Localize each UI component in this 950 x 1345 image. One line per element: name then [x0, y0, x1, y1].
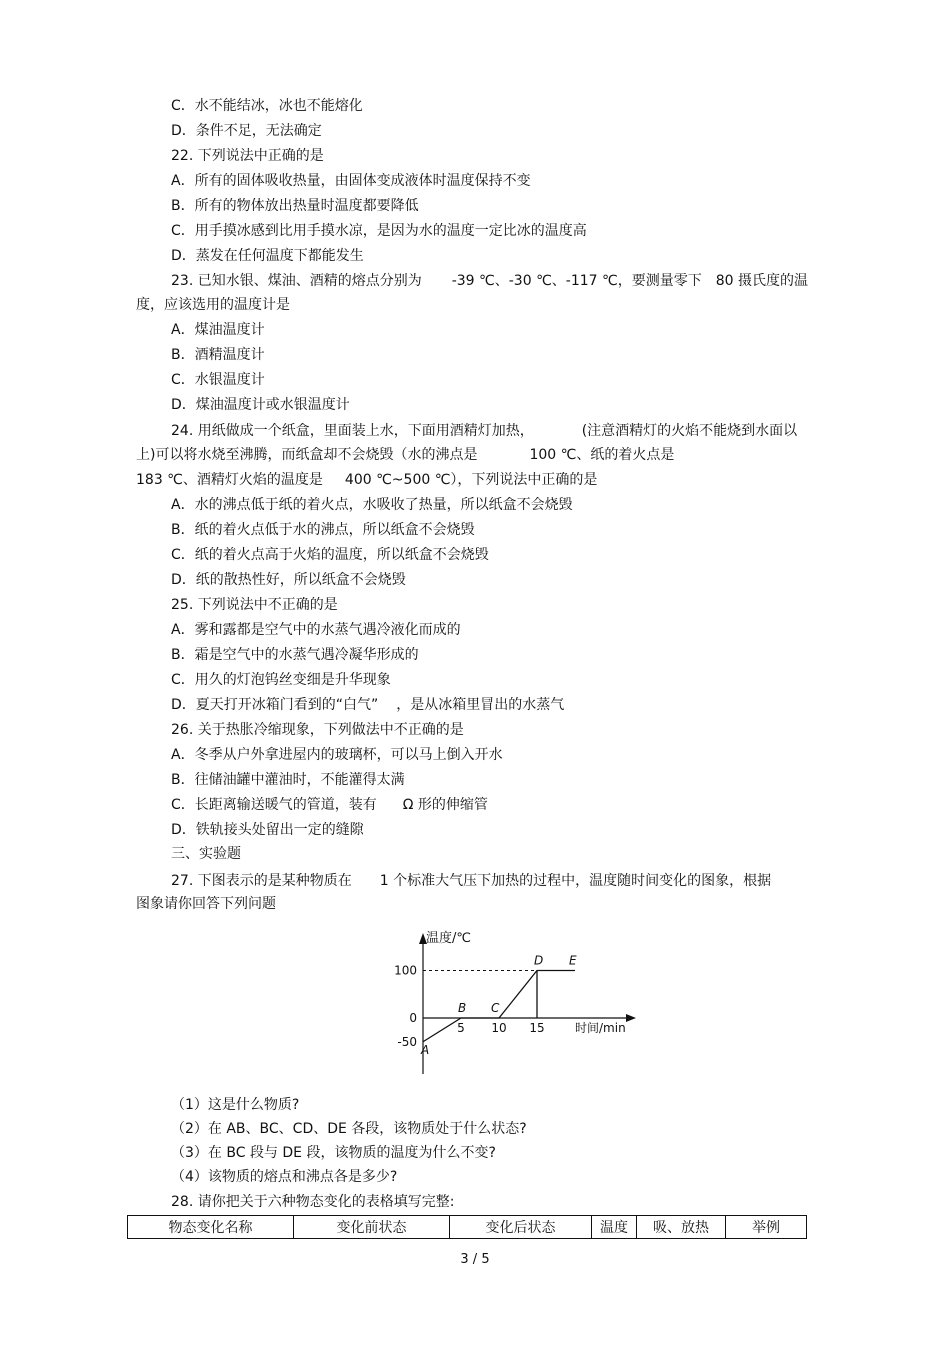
- point-label-d: D: [534, 953, 544, 968]
- q23-option-d: D．煤油温度计或水银温度计: [171, 397, 350, 413]
- q22-option-c: C．用手摸冰感到比用手摸水凉，是因为水的温度一定比冰的温度高: [171, 223, 587, 239]
- q23-stem-part1: 23. 已知水银、煤油、酒精的熔点分别为: [171, 273, 422, 289]
- q25-stem: 25. 下列说法中不正确的是: [171, 597, 338, 613]
- q27-stem-line1: [171, 872, 771, 890]
- q23-option-c: C．水银温度计: [171, 372, 265, 388]
- q24-stem-part1: 24. 用纸做成一个纸盒，里面装上水，下面用酒精灯加热，: [171, 423, 534, 439]
- x-tick-label: 5: [457, 1021, 465, 1035]
- q23-stem-part3: 80 摄氏度的温: [715, 273, 809, 289]
- q27-stem-line2: 图象请你回答下列问题: [136, 896, 276, 912]
- y-tick-label: -50: [397, 1034, 417, 1049]
- q25-option-a: A．雾和露都是空气中的水蒸气遇冷液化而成的: [171, 622, 461, 638]
- table-header-row: [128, 1216, 807, 1239]
- x-axis-arrow: [626, 1014, 636, 1022]
- point-label-b: B: [458, 1001, 467, 1015]
- q26-option-b: B．往储油罐中灌油时，不能灌得太满: [171, 772, 405, 788]
- x-axis-label: 时间/min: [575, 1021, 626, 1035]
- q25-option-d-part2: ，是从冰箱里冒出的水蒸气: [396, 697, 565, 713]
- y-tick-label: 100: [394, 963, 417, 978]
- page-number: 3 / 5: [460, 1252, 490, 1267]
- q26-option-a: A．冬季从户外拿进屋内的玻璃杯，可以马上倒入开水: [171, 747, 503, 763]
- q24-stem-line3: [136, 471, 597, 489]
- temperature-time-chart: [390, 928, 640, 1078]
- point-label-e: E: [569, 953, 577, 968]
- table-header-cell: 物态变化名称: [128, 1216, 294, 1239]
- q21-option-d: D．条件不足，无法确定: [171, 123, 322, 139]
- q26-option-d: D．铁轨接头处留出一定的缝隙: [171, 822, 364, 838]
- q23-stem-line2: 度，应该选用的温度计是: [136, 297, 290, 313]
- q27-stem-part1: 27. 下图表示的是某种物质在: [171, 873, 352, 889]
- q27-sub1: （1）这是什么物质?: [171, 1097, 300, 1113]
- q25-option-b: B．霜是空气中的水蒸气遇冷凝华形成的: [171, 647, 419, 663]
- q25-option-c: C．用久的灯泡钨丝变细是升华现象: [171, 672, 391, 688]
- q28-stem: 28. 请你把关于六种物态变化的表格填写完整:: [171, 1194, 455, 1210]
- q24-stem-line2: [136, 446, 674, 464]
- q22-option-a: A．所有的固体吸收热量，由固体变成液体时温度保持不变: [171, 173, 531, 189]
- chart-axes: [394, 930, 636, 1074]
- q24-stem-part2: (注意酒精灯的火焰不能烧到水面以: [581, 423, 798, 439]
- q26-option-c-part1: C．长距离输送暖气的管道，装有: [171, 797, 377, 813]
- q24-option-a: A．水的沸点低于纸的着火点，水吸收了热量，所以纸盒不会烧毁: [171, 497, 573, 513]
- point-label-c: C: [491, 1001, 500, 1015]
- q24-option-d: D．纸的散热性好，所以纸盒不会烧毁: [171, 572, 406, 588]
- y-tick-label: 0: [409, 1011, 417, 1025]
- q22-stem: 22. 下列说法中正确的是: [171, 148, 324, 164]
- q24-stem-part4: 100 ℃、纸的着火点是: [529, 447, 675, 463]
- table-header-cell: 变化后状态: [450, 1216, 592, 1239]
- q22-option-b: B．所有的物体放出热量时温度都要降低: [171, 198, 419, 214]
- x-tick-label: 15: [529, 1021, 545, 1035]
- q24-option-b: B．纸的着火点低于水的沸点，所以纸盒不会烧毁: [171, 522, 475, 538]
- table-header-cell: 举例: [726, 1216, 807, 1239]
- q27-sub2: （2）在 AB、BC、CD、DE 各段，该物质处于什么状态?: [171, 1121, 527, 1137]
- table-header-cell: 温度: [592, 1216, 637, 1239]
- q25-option-d: [171, 696, 564, 714]
- table-header-cell: 吸、放热: [637, 1216, 726, 1239]
- x-tick-label: 10: [491, 1021, 507, 1035]
- table-header-cell: 变化前状态: [294, 1216, 450, 1239]
- point-label-a: A: [421, 1042, 430, 1057]
- q24-stem-part6: 400 ℃~500 ℃），下列说法中正确的是: [344, 472, 598, 488]
- q23-option-a: A．煤油温度计: [171, 322, 265, 338]
- chart-marks: [420, 954, 577, 1057]
- section-heading: 三、实验题: [171, 846, 241, 862]
- q26-stem: 26. 关于热胀冷缩现象，下列做法中不正确的是: [171, 722, 464, 738]
- q24-option-c: C．纸的着火点高于火焰的温度，所以纸盒不会烧毁: [171, 547, 489, 563]
- q26-option-c: [171, 796, 488, 814]
- q26-option-c-part2: Ω 形的伸缩管: [402, 797, 488, 813]
- q21-option-c: C．水不能结冰，冰也不能熔化: [171, 98, 363, 114]
- q23-stem-part2: -39 ℃、-30 ℃、-117 ℃，要测量零下: [451, 273, 702, 289]
- state-change-table: [127, 1215, 807, 1239]
- q24-stem-part3: 上)可以将水烧至沸腾，而纸盒却不会烧毁（水的沸点是: [136, 447, 478, 463]
- q27-sub4: （4）该物质的熔点和沸点各是多少?: [171, 1169, 398, 1185]
- y-axis-label: 温度/℃: [426, 931, 471, 946]
- q22-option-d: D．蒸发在任何温度下都能发生: [171, 248, 364, 264]
- q24-stem-line1: [171, 422, 797, 440]
- q25-option-d-part1: D．夏天打开冰箱门看到的“白气”: [171, 697, 379, 713]
- q24-stem-part5: 183 ℃、酒精灯火焰的温度是: [136, 472, 323, 488]
- q27-stem-part2: 1 个标准大气压下加热的过程中，温度随时间变化的图象，根据: [379, 873, 772, 889]
- q23-stem-line1: [171, 272, 808, 290]
- q27-sub3: （3）在 BC 段与 DE 段，该物质的温度为什么不变?: [171, 1145, 496, 1161]
- q23-option-b: B．酒精温度计: [171, 347, 265, 363]
